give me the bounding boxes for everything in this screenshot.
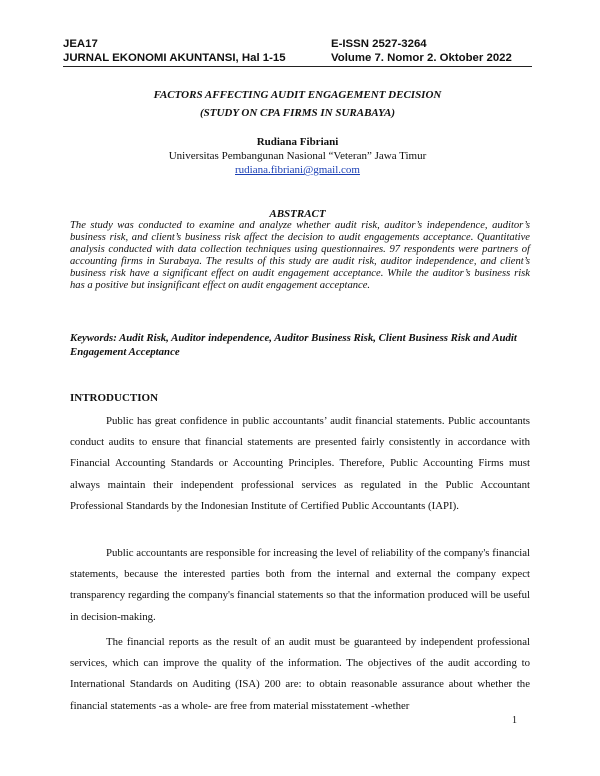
introduction-heading: INTRODUCTION [70, 392, 159, 404]
page-number: 1 [512, 715, 517, 726]
journal-header-right [331, 37, 512, 65]
journal-code: JEA17 [63, 38, 98, 50]
journal-header-left [63, 37, 286, 65]
journal-issue: Volume 7. Nomor 2. Oktober 2022 [331, 52, 512, 64]
journal-issn: E-ISSN 2527-3264 [331, 38, 427, 50]
introduction-paragraph-2: Public accountants are responsible for increasing the level of reliability of the company's financial statements, because the interested parties both from the internal and external the company expect transparency regarding the company's financial statements so that the information produced will be useful in decision-making. [70, 547, 530, 623]
abstract-text: The study was conducted to examine and analyze whether audit risk, auditor’s independence, auditor’s business risk, and client’s business risk affect the decision to audit engagements acceptance. Quantitative analysis conducted with data collection techniques using questionnaires. 97 respondents were partners of accounting firms in Surabaya. The results of this study are audit risk, auditor independence, and client’s business risk have a significant effect on audit engagement acceptance. While the auditor’s business risk has a positive but insignificant effect on audit engagement acceptance. [70, 220, 530, 292]
journal-name: JURNAL EKONOMI AKUNTANSI, Hal 1-15 [63, 52, 286, 64]
introduction-paragraph-1: Public has great confidence in public accountants’ audit financial statements. Public accountants conduct audits to ensure that financial statements are presented fairly consistently in accordance with Financial Accounting Standards or Accounting Principles. Therefore, Public Accounting Firms must always maintain their independent professional services as regulated in the Public Accountant Professional Standards by the Indonesian Institute of Certified Public Accountants (IAPI). [70, 415, 530, 512]
paper-title-line-1: FACTORS AFFECTING AUDIT ENGAGEMENT DECISION [153, 89, 442, 101]
keywords: Keywords: Audit Risk, Auditor independence, Auditor Business Risk, Client Business Risk and Audit Engagement Acceptance [70, 332, 517, 358]
paper-title-line-2: (STUDY ON CPA FIRMS IN SURABAYA) [199, 107, 396, 119]
author-affiliation: Universitas Pembangunan Nasional “Veteran” Jawa Timur [168, 150, 427, 162]
author-email-link[interactable]: rudiana.fibriani@gmail.com [235, 164, 360, 176]
introduction-paragraph-3: The financial reports as the result of an audit must be guaranteed by independent professional services, which can improve the quality of the information. The objectives of the audit according to International Standards on Auditing (ISA) 200 are: to obtain reasonable assurance about whether the financial statements -as a whole- are free from material misstatement -whether [70, 636, 530, 712]
author-email-wrapper [63, 163, 532, 177]
header-divider [63, 66, 532, 67]
author-name: Rudiana Fibriani [256, 136, 339, 148]
abstract-heading: ABSTRACT [269, 208, 326, 220]
